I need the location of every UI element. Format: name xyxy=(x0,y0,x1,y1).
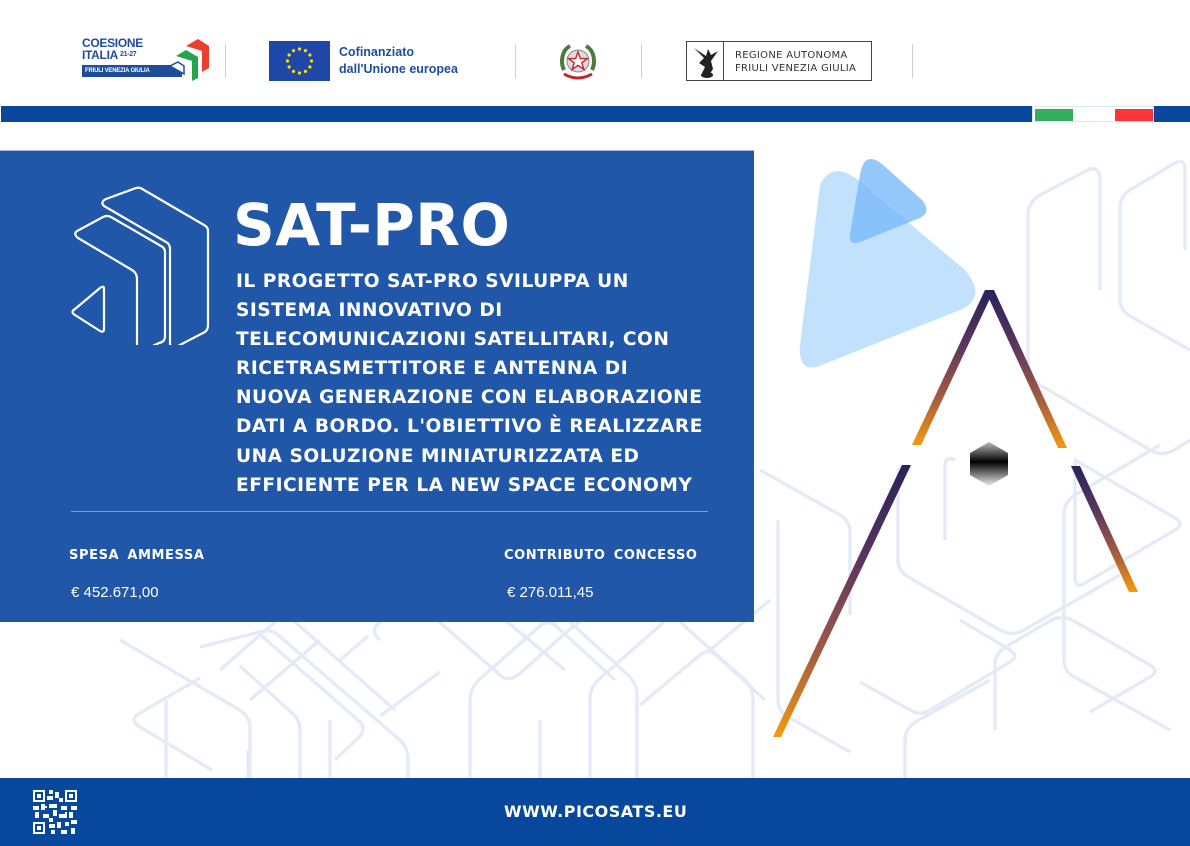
sat-pro-logo-icon xyxy=(70,185,210,345)
header-separator xyxy=(641,44,642,78)
header-separator xyxy=(912,44,913,78)
description-line: IL PROGETTO SAT-PRO SVILUPPA UN xyxy=(236,271,629,292)
description-line: DATI A BORDO. L'OBIETTIVO È REALIZZARE xyxy=(236,416,703,438)
eu-flag-icon xyxy=(269,41,330,81)
eu-cofinanced-text xyxy=(339,44,458,78)
eagle-icon xyxy=(691,45,721,79)
description-line: TELECOMUNICAZIONI SATELLITARI, CON xyxy=(236,329,670,351)
coesione-years: 21-27 xyxy=(119,51,137,58)
header-logos xyxy=(0,0,1190,105)
eu-line2: dall'Unione europea xyxy=(339,62,458,76)
coesione-italia-logo xyxy=(82,38,210,84)
contributo-concesso-label: CONTRIBUTO CONCESSO xyxy=(504,548,698,563)
description-line: NUOVA GENERAZIONE CON ELABORAZIONE xyxy=(236,387,703,409)
regione-divider xyxy=(723,42,724,80)
coesione-chevron-icon xyxy=(168,38,210,82)
description-line: RICETRASMETTITORE E ANTENNA DI xyxy=(236,358,629,380)
panel-divider xyxy=(71,511,708,512)
description-line: SISTEMA INNOVATIVO DI xyxy=(236,300,503,322)
project-description xyxy=(236,267,736,500)
coesione-line1: COESIONE xyxy=(82,36,143,50)
regione-fvg-logo xyxy=(686,41,872,81)
description-line: EFFICIENTE PER LA NEW SPACE ECONOMY xyxy=(236,474,693,496)
project-title: SAT-PRO xyxy=(233,191,511,259)
spesa-ammessa-label: SPESA AMMESSA xyxy=(69,548,205,563)
contributo-concesso-value: € 276.011,45 xyxy=(507,584,594,601)
spesa-ammessa-value: € 452.671,00 xyxy=(71,584,159,601)
regione-text xyxy=(735,49,856,75)
website-link[interactable]: WWW.PICOSATS.EU xyxy=(504,802,688,821)
italian-republic-emblem-icon xyxy=(556,40,600,84)
qr-code-icon[interactable] xyxy=(33,790,77,834)
coesione-italia-text: ITALIA xyxy=(82,48,118,62)
footer-bar xyxy=(0,778,1190,846)
eu-line1: Cofinanziato xyxy=(339,45,414,59)
coesione-region-bar: FRIULI VENEZIA GIULIA xyxy=(82,65,182,77)
satellite-antenna-illustration xyxy=(760,140,1190,750)
header-separator xyxy=(225,44,226,78)
description-line: UNA SOLUZIONE MINIATURIZZATA ED xyxy=(236,445,640,467)
header-separator xyxy=(515,44,516,78)
regione-line1: REGIONE AUTONOMA xyxy=(735,50,848,61)
regione-line2: FRIULI VENEZIA GIULIA xyxy=(735,63,857,74)
coesione-line2 xyxy=(82,49,136,61)
